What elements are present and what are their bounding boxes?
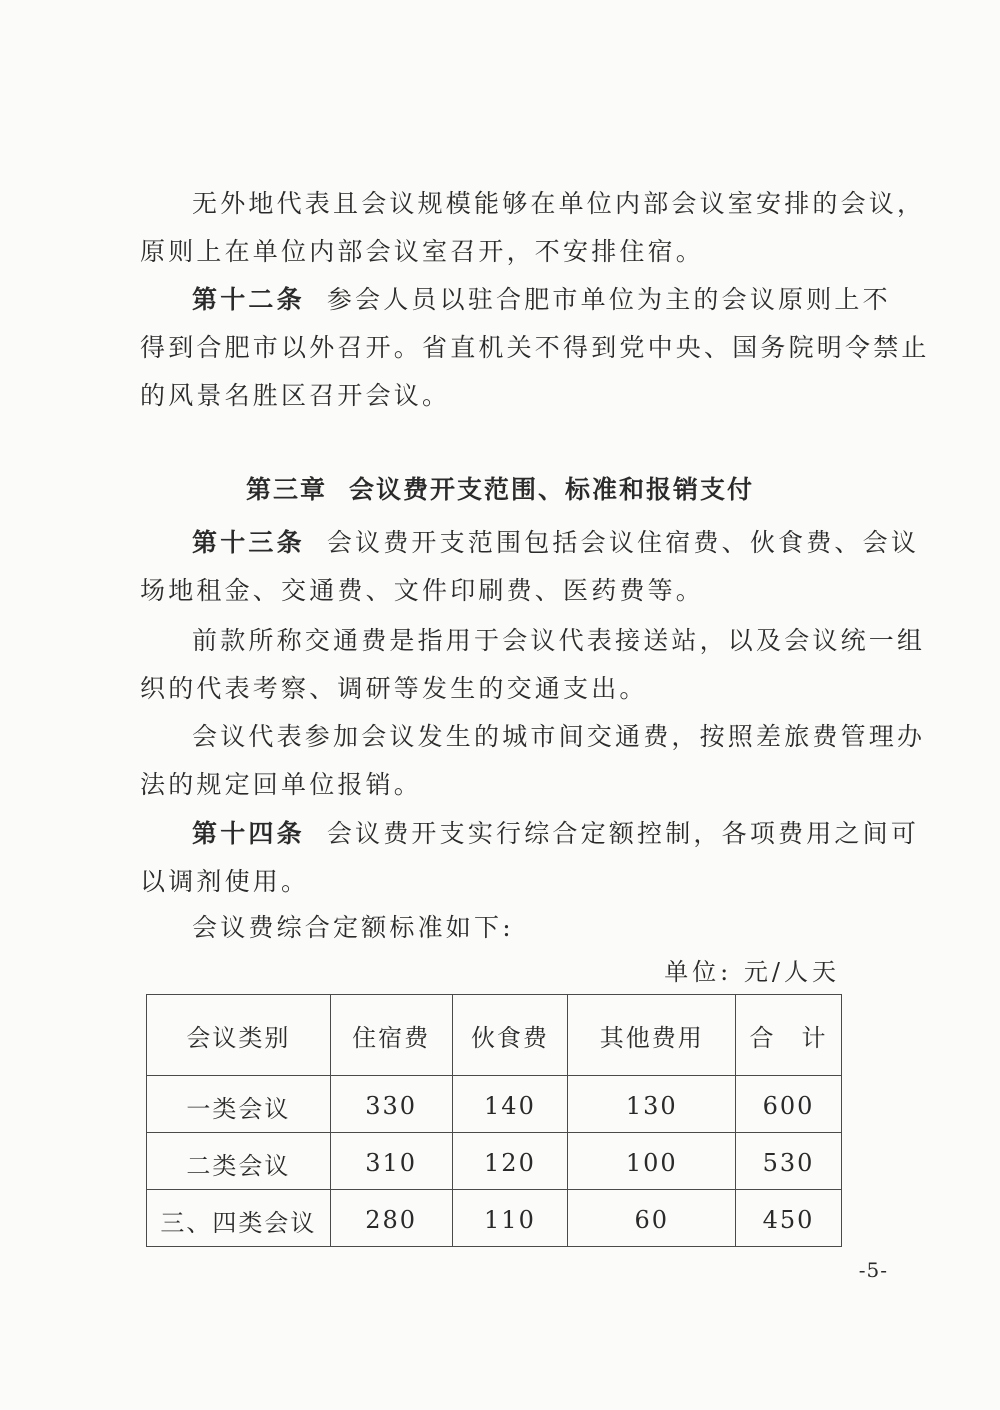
city-transport-line-1: 会议代表参加会议发生的城市间交通费，按照差旅费管理办	[192, 722, 926, 751]
transport-para-line-1: 前款所称交通费是指用于会议代表接送站，以及会议统一组	[192, 626, 926, 655]
table-cell: 450	[736, 1190, 842, 1247]
table-cell: 600	[736, 1076, 842, 1133]
header-meeting-type: 会议类别	[147, 995, 331, 1076]
header-total: 合 计	[736, 995, 842, 1076]
article-13-line-1	[192, 527, 919, 559]
table-header-row	[147, 995, 842, 1076]
body-line-1: 无外地代表且会议规模能够在单位内部会议室安排的会议，	[192, 189, 926, 218]
article-14-label: 第十四条	[192, 819, 305, 848]
unit-label: 单位: 元/人天	[664, 958, 840, 986]
table-cell: 140	[452, 1076, 568, 1133]
city-transport-line-2: 法的规定回单位报销。	[140, 770, 423, 799]
table-row	[147, 1133, 842, 1190]
table-row	[147, 1190, 842, 1247]
header-meals: 伙食费	[452, 995, 568, 1076]
body-line-2: 原则上在单位内部会议室召开，不安排住宿。	[140, 237, 705, 266]
transport-para-line-2: 织的代表考察、调研等发生的交通支出。	[140, 674, 648, 703]
page-number: -5-	[858, 1258, 888, 1282]
article-14-line-1	[192, 818, 919, 850]
article-14-text-1: 会议费开支实行综合定额控制，各项费用之间可	[326, 819, 920, 848]
table-cell: 330	[330, 1076, 452, 1133]
table-cell: 60	[568, 1190, 736, 1247]
table-cell: 110	[452, 1190, 568, 1247]
table-cell: 280	[330, 1190, 452, 1247]
chapter-title: 会议费开支范围、标准和报销支付	[349, 475, 755, 504]
table-cell: 三、四类会议	[147, 1190, 331, 1247]
article-12-line-2: 得到合肥市以外召开。省直机关不得到党中央、国务院明令禁止	[140, 333, 930, 362]
table-cell: 310	[330, 1133, 452, 1190]
article-12-line-3: 的风景名胜区召开会议。	[140, 381, 451, 410]
table-row	[147, 1076, 842, 1133]
table-cell: 530	[736, 1133, 842, 1190]
chapter-number: 第三章	[245, 475, 327, 504]
article-13-line-2: 场地租金、交通费、文件印刷费、医药费等。	[140, 576, 705, 605]
table-cell: 二类会议	[147, 1133, 331, 1190]
standard-intro: 会议费综合定额标准如下:	[192, 913, 514, 942]
article-13-text-1: 会议费开支范围包括会议住宿费、伙食费、会议	[326, 528, 920, 557]
fee-standard-table	[146, 994, 842, 1247]
article-14-line-2: 以调剂使用。	[140, 867, 310, 896]
table-cell: 120	[452, 1133, 568, 1190]
article-12-text-1: 参会人员以驻合肥市单位为主的会议原则上不	[326, 285, 891, 314]
article-12-line-1	[192, 284, 891, 316]
table-cell: 130	[568, 1076, 736, 1133]
article-12-label: 第十二条	[192, 285, 305, 314]
header-other: 其他费用	[568, 995, 736, 1076]
article-13-label: 第十三条	[192, 528, 305, 557]
header-lodging: 住宿费	[330, 995, 452, 1076]
table-cell: 100	[568, 1133, 736, 1190]
table-cell: 一类会议	[147, 1076, 331, 1133]
chapter-heading	[0, 474, 1000, 506]
